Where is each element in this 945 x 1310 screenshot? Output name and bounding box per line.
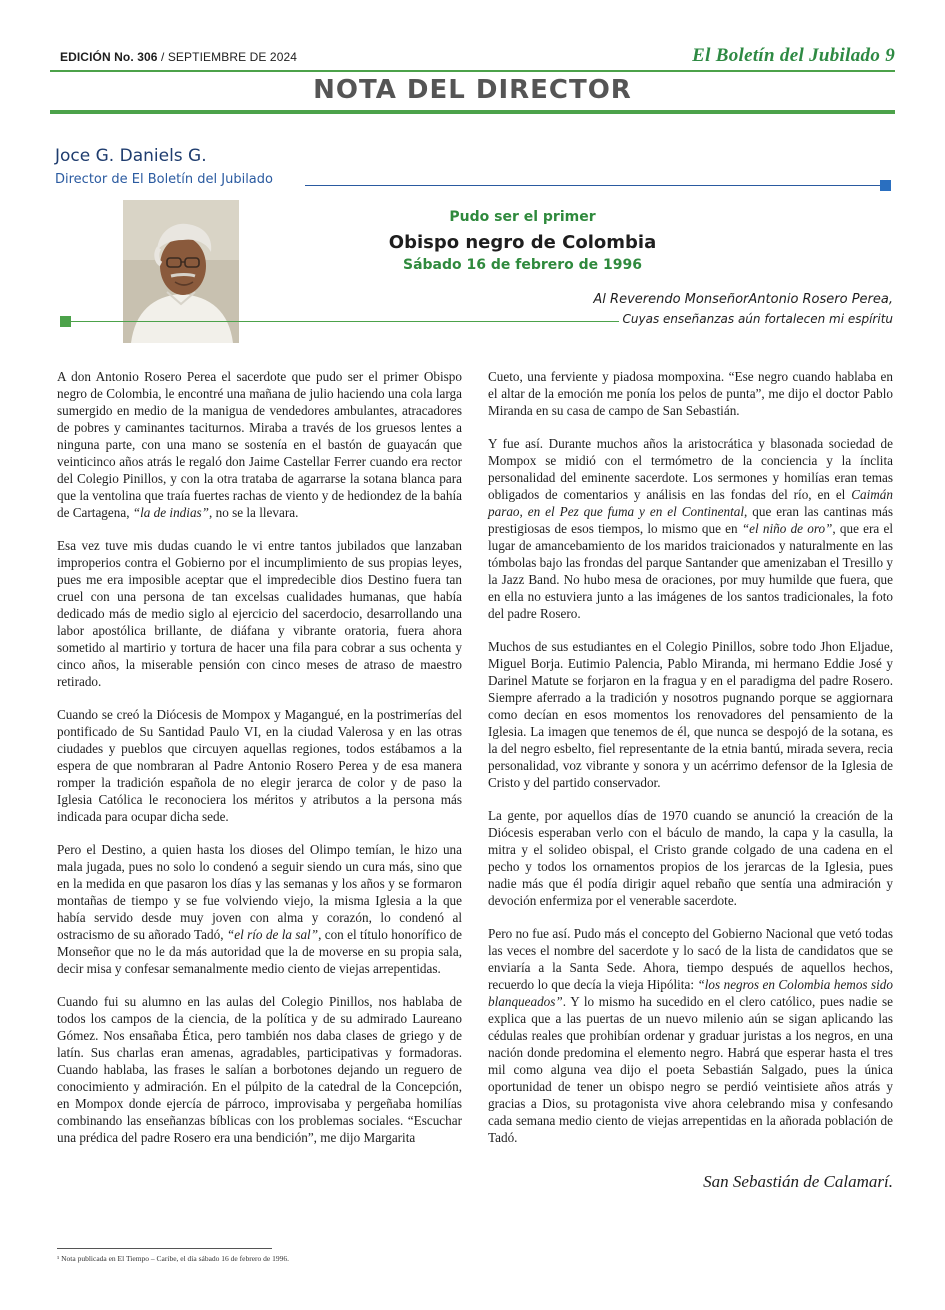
paragraph-text: Y fue así. Durante muchos años la aristocrática y blasonada sociedad de Mompox se midió con el termómetro de la conciencia y la ínclita personalidad del eminente sacerdote. Los sermones y homilías eran temas obligados de comentarios y análisis en las fondas del río, en el: [488, 436, 893, 502]
paragraph-italic: “los negros en Colombia hemos sido blanqueados”: [488, 977, 893, 1009]
dedication-line-2: Cuyas enseñanzas aún fortalecen mi espíritu: [622, 312, 893, 326]
paragraph-italic: “el río de la sal”: [226, 927, 319, 942]
paragraph-text: A don Antonio Rosero Perea el sacerdote que pudo ser el primer Obispo negro de Colombia, le encontré una mañana de julio haciendo una cola larga sumergido en medio de la manigua de vendedores ambulantes, atracadores de pobres y caminantes taciturnos. Miraba a través de los gruesos lentes a ninguna parte, con una mano se sostenía en el bastón de guayacán que veinticinco años atrás le regaló don Jaime Castellar Ferrer cuando era rector del Colegio Pinillos, y con la otra trataba de agarrarse la sotana blanca para que la ventolina que traía fuertes rachas de viento y de hediondez de la bahía de Cartagena,: [57, 369, 462, 520]
green-square-marker: [60, 316, 71, 327]
byline-divider: [305, 185, 880, 186]
left-column: [57, 368, 462, 1162]
edition-number: EDICIÓN No. 306: [60, 50, 158, 64]
signature: San Sebastián de Calamarí.: [703, 1172, 893, 1191]
right-column: [488, 368, 893, 1162]
paragraph: Esa vez tuve mis dudas cuando le vi entre tantos jubilados que lanzaban improperios contra el Gobierno por el incumplimiento de sus propias leyes, pues me era imposible aceptar que el impredecible dios Destino fuera tan cruel con una persona de tan excelsas cualidades humanas, que había dedicado más de medio siglo al ejercicio del sacerdocio, desarrollando una labor apostólica brillante, de diáfana y vibrante oratoria, fuera ahora sometido al martirio y tortura de hacer una fila para cobrar a sus ochenta y cinco años, la miserable pensión con cinco meses de atraso de maestro retirado.: [57, 538, 462, 689]
section-title: NOTA DEL DIRECTOR: [313, 75, 632, 105]
author-name: Joce G. Daniels G.: [55, 146, 207, 166]
dedication-line-1: Al Reverendo MonseñorAntonio Rosero Perea,: [593, 292, 893, 307]
headline-title: Obispo negro de Colombia: [388, 232, 657, 253]
paragraph: Muchos de sus estudiantes en el Colegio Pinillos, sobre todo Jhon Eljadue, Miguel Borja. Eutimio Palencia, Pablo Miranda, mi hermano Eddie José y Darinel Matute se forjaron en la fragua y en el paradigma del padre Rosero. Siempre aferrado a la tradición y nosotros pugnando porque se aggiornara como decían en esos momentos los renovadores del pensamiento de la Iglesia. La imagen que tenemos de él, que nunca se despojó de la sotana, es la del negro esbelto, fiel representante de la etnia bantú, mirada severa, recia personalidad, voz vibrante y sonora y un acérrimo defensor de la Iglesia de Cristo y del partido conservador.: [488, 639, 893, 790]
brand-title: [692, 45, 895, 67]
paragraph-italic: Caimán parao, en el Pez que fuma y en el Continental: [488, 487, 893, 519]
paragraph-text: , con el título honorífico de Monseñor que no le da más autoridad que la de moverse en su propia sala, decir misa y confesar semanalmente medio ciento de viejas arrepentidas.: [57, 927, 463, 976]
paragraph-italic: “el niño de oro”: [741, 521, 833, 536]
paragraph-text: , que eran las cantinas más prestigiosas de esos tiempos, lo mismo que en: [488, 504, 893, 536]
dedication-divider: [71, 321, 619, 322]
page-number: 9: [885, 45, 895, 66]
brand-name: El Boletín del Jubilado: [692, 45, 881, 66]
paragraph: Cuando fui su alumno en las aulas del Colegio Pinillos, nos hablaba de todos los campos de la ciencia, de la política y de su admirado Laureano Gómez. Nos ensañaba Ética, pero también nos daba clases de griego y de latín. Sus charlas eran amenas, agradables, participativas y formadoras. Cuando hablaba, las frases le salían a borbotones dejando un reguero de conocimiento y admiración. En el púlpito de la catedral de la Concepción, en Mompox donde ejercía de párroco, improvisaba y pergeñaba homilías combinando las enseñanzas bíblicas con los problemas sociales. “Escuchar una prédica del padre Rosero era una bendición”, me dijo Margarita: [57, 994, 462, 1145]
paragraph: [488, 925, 893, 1146]
footnote: ¹ Nota publicada en El Tiempo – Caribe, el día sábado 16 de febrero de 1996.: [57, 1254, 289, 1263]
paragraph-italic: “la de indias”: [132, 505, 210, 520]
author-role: Director de El Boletín del Jubilado: [55, 172, 273, 187]
paragraph: La gente, por aquellos días de 1970 cuando se anunció la creación de la Diócesis esperaban verlo con el báculo de mando, la capa y la casulla, la mitra y el solideo obispal, el Cristo grande colgado de una cadena en el pecho y todos los ornamentos propios de los jerarcas de la Iglesia, pues nadie más que él podía dirigir aquel rebaño que sentía una admiración y devoción enfermiza por el venerable sacerdote.: [488, 808, 893, 908]
edition-line: [60, 50, 297, 64]
header-rule-bottom: [50, 110, 895, 114]
edition-date: / SEPTIEMBRE DE 2024: [157, 50, 298, 64]
paragraph: [57, 368, 462, 521]
paragraph: Cuando se creó la Diócesis de Mompox y Magangué, en la postrimerías del pontificado de Su Santidad Paulo VI, en la ciudad Valerosa y en las otras ciudades y pueblos que circuyen aquellas regiones, todos estábamos a la espera de que nombraran al Padre Antonio Rosero Perea y de esa manera romper la tradición española de no elegir jerarca de color y de paso la Iglesia Católica le reconociera los méritos y atributos a la persona más indicada para ocupar dicha sede.: [57, 707, 462, 824]
paragraph-text: . Y lo mismo ha sucedido en el clero católico, pues nadie se explica que a las puertas de un nuevo milenio aún se sigan aplicando las cédulas reales que prohibían ordenar y graduar juristas a los negros, en una nación donde predomina el elemento negro. Habrá que esperar hasta el tres mil como alguna vea dijo el poeta Sebastián Salgado, pues la única oportunidad de tener un obispo negro se perdió veintisiete años atrás y gracias a Dios, su protagonista vive ahora celebrando misa y confesando cada semana medio ciento de viejas arrepentidas en la añorada población de Tadó.: [488, 994, 893, 1145]
paragraph: [57, 841, 462, 977]
paragraph-text: Pero no fue así. Pudo más el concepto del Gobierno Nacional que vetó todas las veces el nombre del sacerdote y lo sacó de la lista de candidatos que se enviaría a la Santa Sede. Ahora, tiempo después de aquellos hechos, recuerdo lo que decía la vieja Hipólita:: [488, 926, 893, 992]
footnote-rule: [57, 1248, 272, 1249]
header-rule-top: [50, 70, 895, 72]
paragraph-text: , que era el lugar de amancebamiento de los maridos traicionados y naturalmente en las tómbolas bajo las frondas del parque Santander que amenizaban el Tresillo y la Jazz Band. No hubo mesa de oraciones, por muy humilde que fuera, que en ella no estuviera junto a las imágenes de los santos tradicionales, la foto del padre Rosero.: [488, 521, 893, 621]
headline-date: Sábado 16 de febrero de 1996: [402, 257, 643, 273]
headline-kicker: Pudo ser el primer: [449, 209, 596, 225]
paragraph: Cueto, una ferviente y piadosa mompoxina. “Ese negro cuando hablaba en el altar de la emoción me ponía los pelos de punta”, me dijo el doctor Pablo Miranda en su casa de campo de San Sebastián.: [488, 369, 893, 418]
paragraph: [488, 435, 893, 622]
paragraph-text: , no se la llevara.: [209, 505, 299, 520]
paragraph-text: Pero el Destino, a quien hasta los dioses del Olimpo temían, le hizo una mala jugada, pues no solo lo condenó a seguir siendo un cura más, sino que en la medida en que pasaron los días y las semanas y los años y se formaron montañas de tiempo y se fue volviendo viejo, la misma Iglesia a la que había servido desde muy joven con alma y corazón, lo condenó al ostracismo de su añorado Tadó,: [57, 842, 462, 942]
blue-square-marker: [880, 180, 891, 191]
